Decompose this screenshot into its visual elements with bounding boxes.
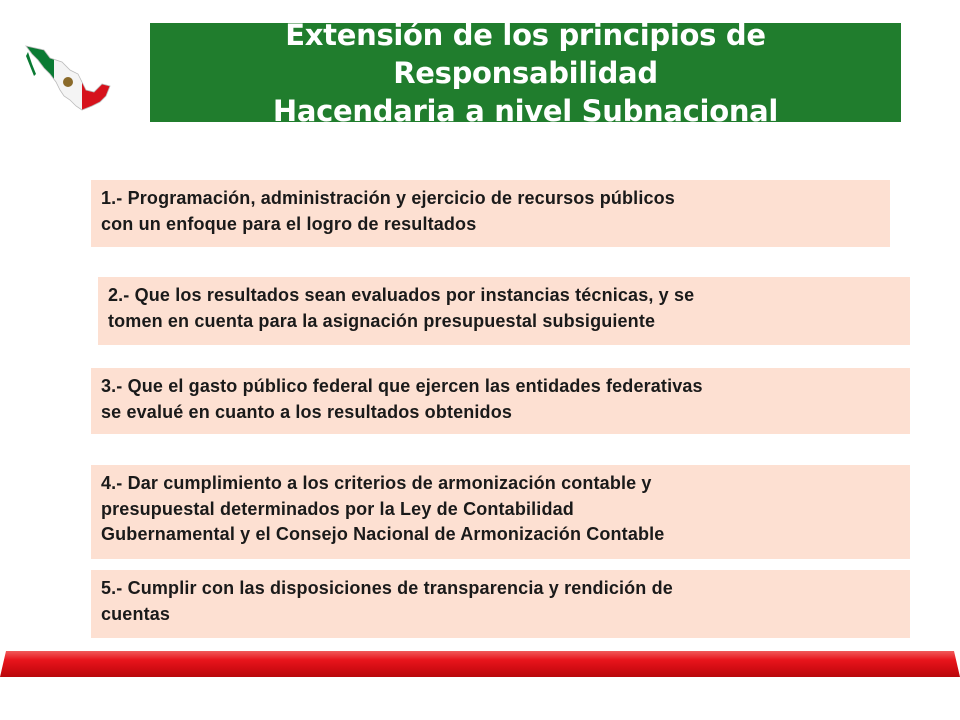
item-text-line: 1.- Programación, administración y ejercicio de recursos públicos <box>101 188 675 208</box>
title-line-1: Extensión de los principios de Responsabilidad <box>285 17 766 90</box>
principle-item-1 <box>91 180 890 247</box>
title-line-2: Hacendaria a nivel Subnacional <box>272 93 779 128</box>
item-text-line: 4.- Dar cumplimiento a los criterios de armonización contable y <box>101 473 652 493</box>
principle-item-5 <box>91 570 910 638</box>
principle-item-2 <box>98 277 910 345</box>
item-text-line: 2.- Que los resultados sean evaluados por instancias técnicas, y se <box>108 285 695 305</box>
item-text-line: 5.- Cumplir con las disposiciones de transparencia y rendición de <box>101 578 673 598</box>
item-text-line: cuentas <box>101 603 171 624</box>
item-text-line: presupuestal determinados por la Ley de Contabilidad <box>101 498 574 519</box>
item-text-line: tomen en cuenta para la asignación presupuestal subsiguiente <box>108 310 656 331</box>
item-text-line: 3.- Que el gasto público federal que ejercen las entidades federativas <box>101 376 703 396</box>
mexico-map-flag-icon <box>20 40 116 116</box>
item-text-line: se evalué en cuanto a los resultados obtenidos <box>101 401 513 422</box>
page-title <box>150 17 901 128</box>
item-text-line: Gubernamental y el Consejo Nacional de Armonización Contable <box>101 524 665 544</box>
item-text-line: con un enfoque para el logro de resultados <box>101 213 477 234</box>
bottom-red-bar <box>0 651 960 677</box>
principle-item-4 <box>91 465 910 559</box>
principle-item-3 <box>91 368 910 434</box>
